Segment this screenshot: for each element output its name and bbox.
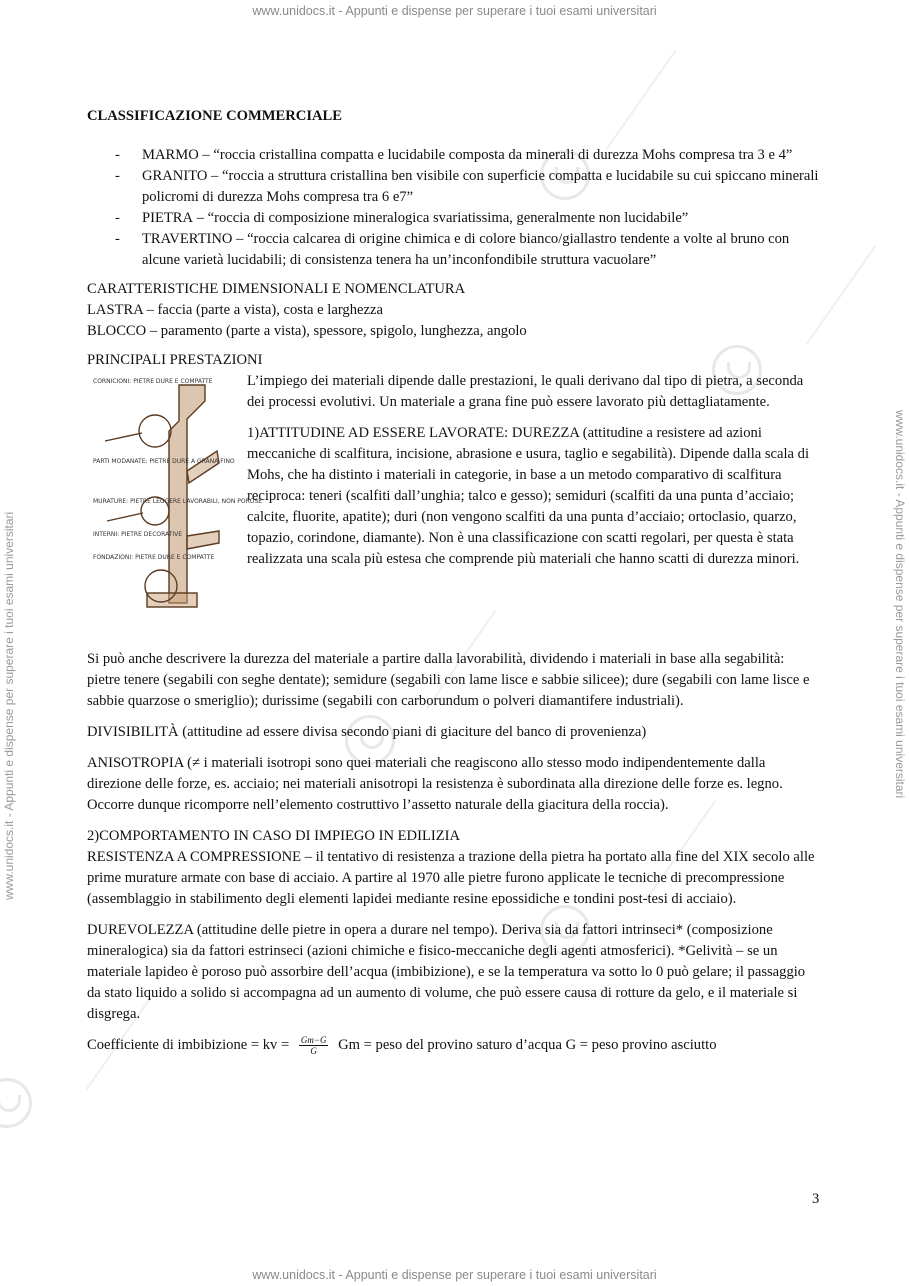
list-item [87, 229, 819, 271]
list-item [87, 208, 819, 229]
compression-paragraph: RESISTENZA A COMPRESSIONE – il tentativo di resistenza a trazione della pietra ha portato alla fine del XIX secolo alle prime murature armate con base di acciaio. A partire al 1970 alle pietre furono applicate le tecniche di precompressione (assemblaggio in stabilimento degli elementi lapidei mediante resine epossidiche e tondini post-tesi di acciaio). [87, 849, 815, 907]
formula-line [87, 1035, 819, 1056]
performance-text [247, 371, 819, 609]
sketch-label: MURATURE: PIETRE LEGGERE LAVORABILI, NON POROSE [93, 498, 263, 505]
anisotropy-paragraph: ANISOTROPIA (≠ i materiali isotropi sono quei materiali che reagiscono allo stesso modo indipendentemente dalla direzione delle forze, es. acciaio; nei materiali anisotropi la resistenza è subordinata alla direzione delle forze es. legno. Occorre dunque ricomporre nell’elemento costruttivo l’assetto naturale della giacitura della roccia). [87, 755, 783, 813]
term: MARMO [142, 147, 199, 163]
term: GRANITO [142, 168, 208, 184]
unidocs-logo-icon [0, 1078, 32, 1128]
wall-section-sketch [87, 371, 263, 609]
list-item [87, 166, 819, 208]
term: TRAVERTINO [142, 231, 233, 247]
building-use-heading: 2)COMPORTAMENTO IN CASO DI IMPIEGO IN EDILIZIA [87, 828, 461, 844]
classification-list [87, 145, 819, 271]
right-watermark: www.unidocs.it - Appunti e dispense per superare i tuoi esami universitari [893, 410, 907, 799]
list-item [87, 145, 819, 166]
formula-numerator: Gm−G [300, 1035, 327, 1046]
sketch-label: PARTI MODANATE: PIETRE DURE A GRANA FINO [93, 458, 235, 465]
definition: – “roccia cristallina compatta e lucidabile composta da minerali di durezza Mohs compresa tra 3 e 4” [198, 147, 793, 163]
formula-denominator: G [310, 1046, 317, 1057]
sketch-label: INTERNI: PIETRE DECORATIVE [93, 531, 182, 538]
page-content [87, 106, 819, 1056]
term: PIETRA [142, 210, 194, 226]
hardness-paragraph: 1)ATTITUDINE AD ESSERE LAVORATE: DUREZZA (attitudine a resistere ad azioni meccaniche di scalfitura, incisione, abrasione e usura, taglio e segabilità). Dipende dalla scala di Mohs, che ha distinto i materiali in categorie, in base a un metodo comparativo di scalfitura reciproca: teneri (scalfiti dall’unghia; talco e gesso); semiduri (scalfiti da una punta d’acciaio; calcite, fluorite, apatite); duri (non vengono scalfiti da una punta d’acciaio; ortoclasio, quarzo, topazio, corindone, diamante). Non è una classificazione con scatti regolari, per questa è stata realizzata una scala più estesa che comprende più materiali che hanno scatti di durezza minori. [247, 425, 810, 567]
page-number: 3 [812, 1191, 820, 1207]
lastra-line: LASTRA – faccia (parte a vista), costa e larghezza [87, 302, 383, 318]
durability-paragraph: DUREVOLEZZA (attitudine delle pietre in opera a durare nel tempo). Deriva sia da fattori intrinseci* (composizione mineralogica) sia da fattori estrinseci (azioni chimiche e fisico-meccaniche degli agenti atmosferici). *Gelività – se un materiale lapideo è poroso può assorbire dell’acqua (imbibizione), e se la temperatura va sotto lo 0 può gelare; il passaggio da stato liquido a solido si accompagna ad un aumento di volume, che può essere causa di rotture da gelo, e il materiale si disgrega. [87, 922, 806, 1022]
workability-paragraph: Si può anche descrivere la durezza del materiale a partire dalla lavorabilità, dividendo i materiali in base alla segabilità: pietre tenere (segabili con seghe dentate); semidure (segabili con lame lisce e sabbie silicee); dure (segabili con lame lisce e sabbie quarzose o smeriglio); durissime (segabili con carborundum o polveri diamantifere industriali). [87, 651, 810, 709]
formula-fraction [299, 1035, 329, 1056]
formula-prefix: Coefficiente di imbibizione = kv = [87, 1037, 293, 1053]
left-watermark: www.unidocs.it - Appunti e dispense per superare i tuoi esami universitari [2, 511, 16, 900]
figure-with-text [87, 371, 819, 609]
divisibility-paragraph: DIVISIBILITÀ (attitudine ad essere divisa secondo piani di giaciture del banco di provenienza) [87, 724, 647, 740]
definition: – “roccia calcarea di origine chimica e di colore bianco/giallastro tendente a volte al bruno con alcune varietà lucidabili; di consistenza tenera ha un’inconfondibile struttura vacuolare” [142, 231, 790, 268]
section-title: CLASSIFICAZIONE COMMERCIALE [87, 108, 343, 124]
definition: – “roccia di composizione mineralogica svariatissima, generalmente non lucidabile” [193, 210, 689, 226]
blocco-line: BLOCCO – paramento (parte a vista), spessore, spigolo, lunghezza, angolo [87, 323, 527, 339]
performance-intro: L’impiego dei materiali dipende dalle prestazioni, le quali derivano dal tipo di pietra, a seconda dei processi evolutivi. Un materiale a grana fine può essere lavorato più dettagliatamente. [247, 373, 804, 410]
bottom-watermark: www.unidocs.it - Appunti e dispense per superare i tuoi esami universitari [252, 1268, 657, 1282]
top-watermark: www.unidocs.it - Appunti e dispense per superare i tuoi esami universitari [252, 4, 657, 18]
performance-heading: PRINCIPALI PRESTAZIONI [87, 352, 263, 368]
sketch-label: FONDAZIONI: PIETRE DURE E COMPATTE [93, 554, 215, 561]
formula-suffix: Gm = peso del provino saturo d’acqua G = peso provino asciutto [338, 1037, 717, 1053]
sketch-drawing [87, 371, 263, 609]
dimensional-heading: CARATTERISTICHE DIMENSIONALI E NOMENCLATURA [87, 281, 466, 297]
definition: – “roccia a struttura cristallina ben visibile con superficie compatta e lucidabile su cui spiccano minerali policromi di durezza Mohs compresa tra 6 e7” [142, 168, 819, 205]
sketch-label: CORNICIONI: PIETRE DURE E COMPATTE [93, 378, 213, 385]
